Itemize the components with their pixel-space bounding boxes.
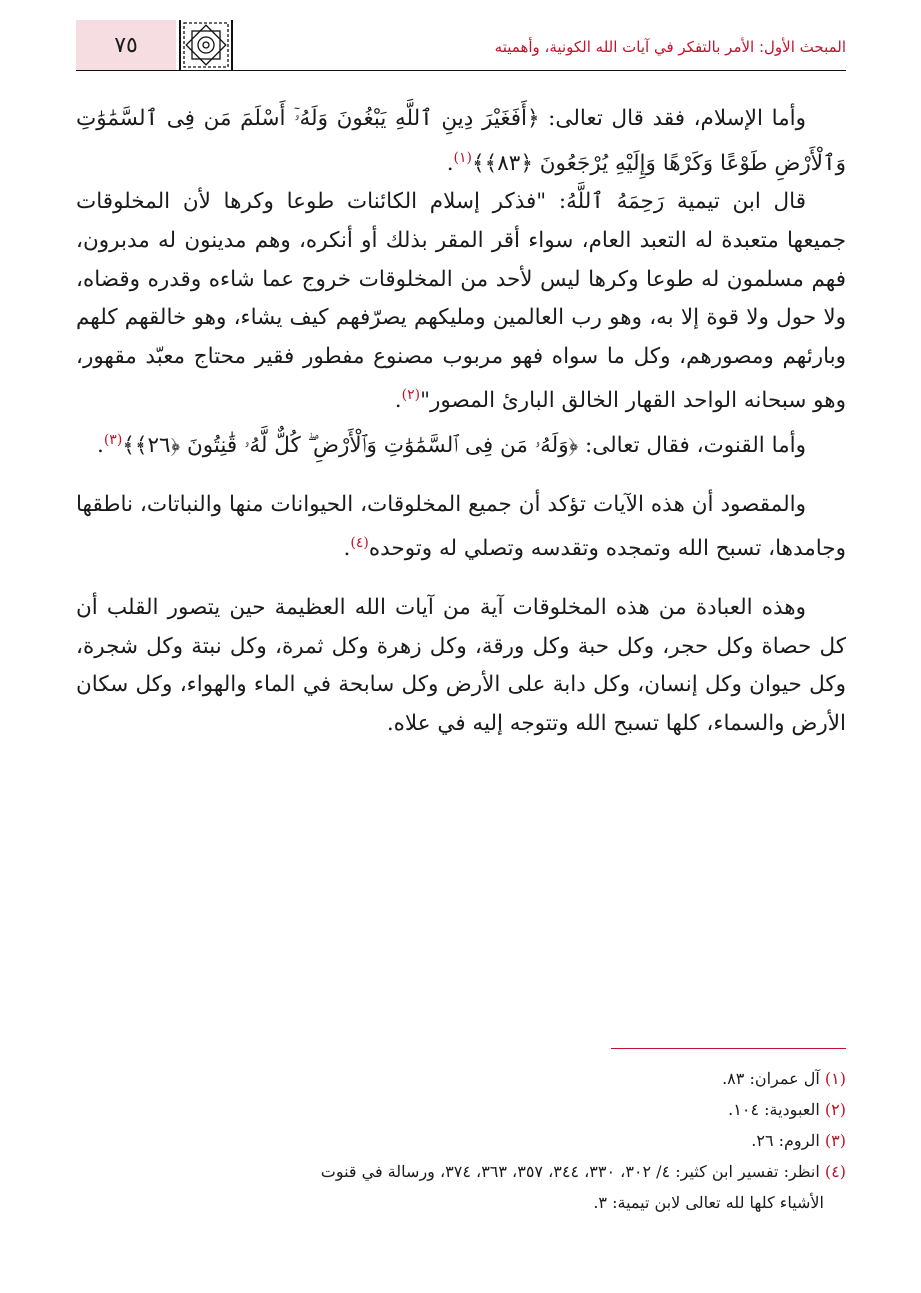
footnote-marker[interactable]: (٢) [401, 387, 421, 404]
footnote-marker[interactable]: (٤) [350, 535, 369, 552]
footnote-divider [611, 1048, 846, 1049]
paragraph-text: والمقصود أن هذه الآيات تؤكد أن جميع المخلوقات، الحيوانات منها والنباتات، ناطقها وجامدها، تسبح الله وتمجده وتقدسه وتصلي له وتوحده [76, 491, 846, 562]
paragraph-end: . [96, 433, 104, 459]
footnote-item [76, 1125, 846, 1156]
footnote-number: (٤) [824, 1162, 846, 1181]
paragraph-text: قال ابن تيمية رَحِمَهُ ٱللَّهُ: "فذكر إسلام الكائنات طوعا وكرها لأن المخلوقات جميعها متعبدة له التعبد العام، سواء أقر المقر بذلك أو أنكره، وهم مدينون له مدبرون، فهم مسلمون له طوعا وكرها ليس لأحد من المخلوقات خروج عما شاءه وقدره وقضاه، ولا حول ولا قوة إلا به، وهو رب العالمين ومليكهم يصرّفهم كيف يشاء، وهو خالقهم كلهم وبارئهم ومصورهم، وكل ما سواه فهو مربوب مصنوع مفطور فقير محتاج معبّد مقهور، وهو سبحانه الواحد القهار الخالق البارئ المصور" [76, 189, 846, 414]
footnote-marker[interactable]: (١) [453, 149, 472, 166]
footnote-item [76, 1094, 846, 1125]
paragraph-text: وأما القنوت، فقال تعالى: ﴿وَلَهُۥ مَن فِى ٱلسَّمَٰوَٰتِ وَٱلْأَرْضِ ۖ كُلٌّ لَّهُۥ قَٰنِتُونَ ﴿٢٦﴾﴾ [122, 433, 806, 459]
paragraph-ibn-taymiyya [76, 183, 846, 421]
footnote-number: (١) [824, 1069, 846, 1088]
footnote-item [76, 1063, 846, 1094]
paragraph-end: . [343, 536, 351, 562]
footnote-text: العبودية: ١٠٤. [728, 1100, 820, 1119]
islamic-star-ornament-icon [178, 20, 234, 70]
header-divider [76, 70, 846, 71]
paragraph-purpose [76, 486, 846, 569]
spacer [76, 466, 846, 486]
paragraph-text: وهذه العبادة من هذه المخلوقات آية من آيات الله العظيمة حين يتصور القلب أن كل حصاة وكل حجر، وكل حبة وكل ورقة، وكل زهرة وكل ثمرة، وكل نبتة وكل شجرة، وكل حيوان وكل إنسان، وكل دابة على الأرض وكل سابحة في الماء والهواء، وكل سكان الأرض والسماء، كلها تسبح الله وتتوجه إليه في علاه. [76, 595, 846, 736]
paragraph-end: . [394, 388, 402, 414]
footnote-marker[interactable]: (٣) [103, 432, 123, 449]
footnotes [76, 1048, 846, 1218]
paragraph-end: . [446, 150, 454, 176]
paragraph-text: وأما الإسلام، فقد قال تعالى: ﴿أَفَغَيْرَ دِينِ ٱللَّهِ يَبْغُونَ وَلَهُۥٓ أَسْلَمَ مَن فِى ٱلسَّمَٰوَٰتِ وَٱلْأَرْضِ طَوْعًا وَكَرْهًا وَإِلَيْهِ يُرْجَعُونَ ﴿٨٣﴾﴾ [76, 106, 846, 176]
footnote-number: (٣) [824, 1131, 846, 1150]
paragraph-qunut [76, 421, 846, 466]
spacer [76, 569, 846, 589]
chapter-title: المبحث الأول: الأمر بالتفكر في آيات الله الكونية، وأهميته [494, 38, 846, 56]
footnote-text: آل عمران: ٨٣. [722, 1069, 820, 1088]
footnote-number: (٢) [824, 1100, 846, 1119]
footnote-text: انظر: تفسير ابن كثير: ٤/ ٣٠٢، ٣٣٠، ٣٤٤، ٣٥٧، ٣٦٣، ٣٧٤، ورسالة في قنوت [320, 1162, 820, 1181]
page-header [76, 20, 846, 72]
footnote-continuation: الأشياء كلها لله تعالى لابن تيمية: ٣. [593, 1193, 824, 1212]
footnote-item [76, 1156, 846, 1187]
paragraph-islam [76, 100, 846, 183]
page-number: ٧٥ [76, 20, 176, 70]
main-text [76, 100, 846, 744]
footnote-text: الروم: ٢٦. [751, 1131, 820, 1150]
paragraph-worship [76, 589, 846, 743]
